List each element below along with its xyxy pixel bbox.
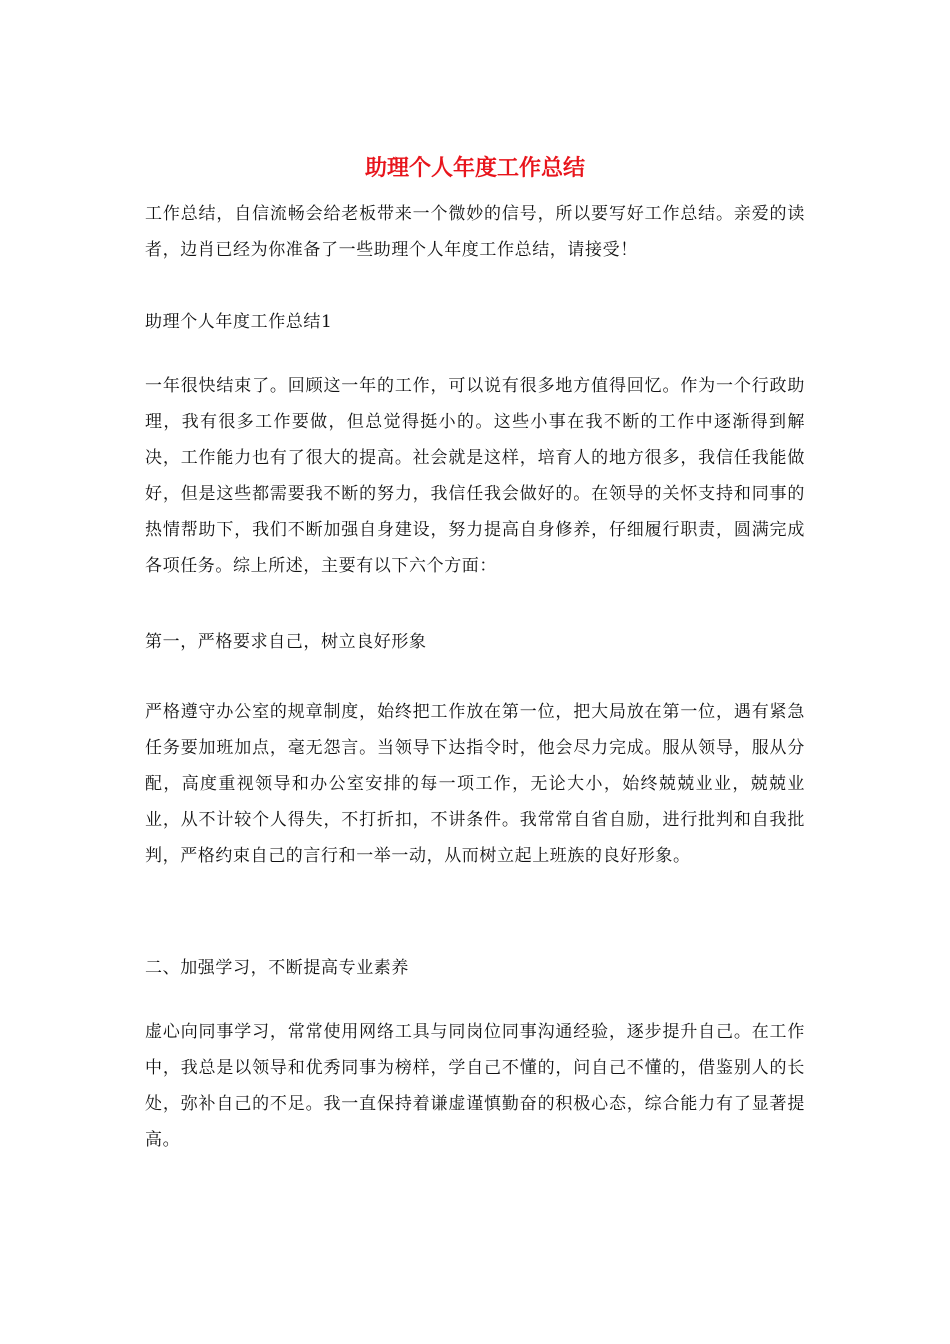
- point-1-heading: 第一，严格要求自己，树立良好形象: [145, 632, 427, 652]
- point-1-body: 严格遵守办公室的规章制度，始终把工作放在第一位，把大局放在第一位，遇有紧急任务要加班加点，毫无怨言。当领导下达指令时，他会尽力完成。服从领导，服从分配，高度重视领导和办公室安排的每一项工作，无论大小，始终兢兢业业，兢兢业业，从不计较个人得失，不打折扣，不讲条件。我常常自省自励，进行批判和自我批判，严格约束自己的言行和一举一动，从而树立起上班族的良好形象。: [145, 702, 805, 866]
- section-heading: 助理个人年度工作总结1: [145, 312, 333, 332]
- document-title: 助理个人年度工作总结: [364, 155, 585, 181]
- point-2-heading: 二、加强学习，不断提高专业素养: [145, 958, 409, 978]
- paragraph-1: 一年很快结束了。回顾这一年的工作，可以说有很多地方值得回忆。作为一个行政助理，我有很多工作要做，但总觉得挺小的。这些小事在我不断的工作中逐渐得到解决，工作能力也有了很大的提高。社会就是这样，培育人的地方很多，我信任我能做好，但是这些都需要我不断的努力，我信任我会做好的。在领导的关怀支持和同事的热情帮助下，我们不断加强自身建设，努力提高自身修养，仔细履行职责，圆满完成各项任务。综上所述，主要有以下六个方面：: [145, 376, 805, 576]
- point-2-body: 虚心向同事学习，常常使用网络工具与同岗位同事沟通经验，逐步提升自己。在工作中，我总是以领导和优秀同事为榜样，学自己不懂的，问自己不懂的，借鉴别人的长处，弥补自己的不足。我一直保持着谦虚谨慎勤奋的积极心态，综合能力有了显著提高。: [145, 1022, 805, 1150]
- intro-paragraph: 工作总结，自信流畅会给老板带来一个微妙的信号，所以要写好工作总结。亲爱的读者，边肖已经为你准备了一些助理个人年度工作总结，请接受！: [145, 204, 805, 260]
